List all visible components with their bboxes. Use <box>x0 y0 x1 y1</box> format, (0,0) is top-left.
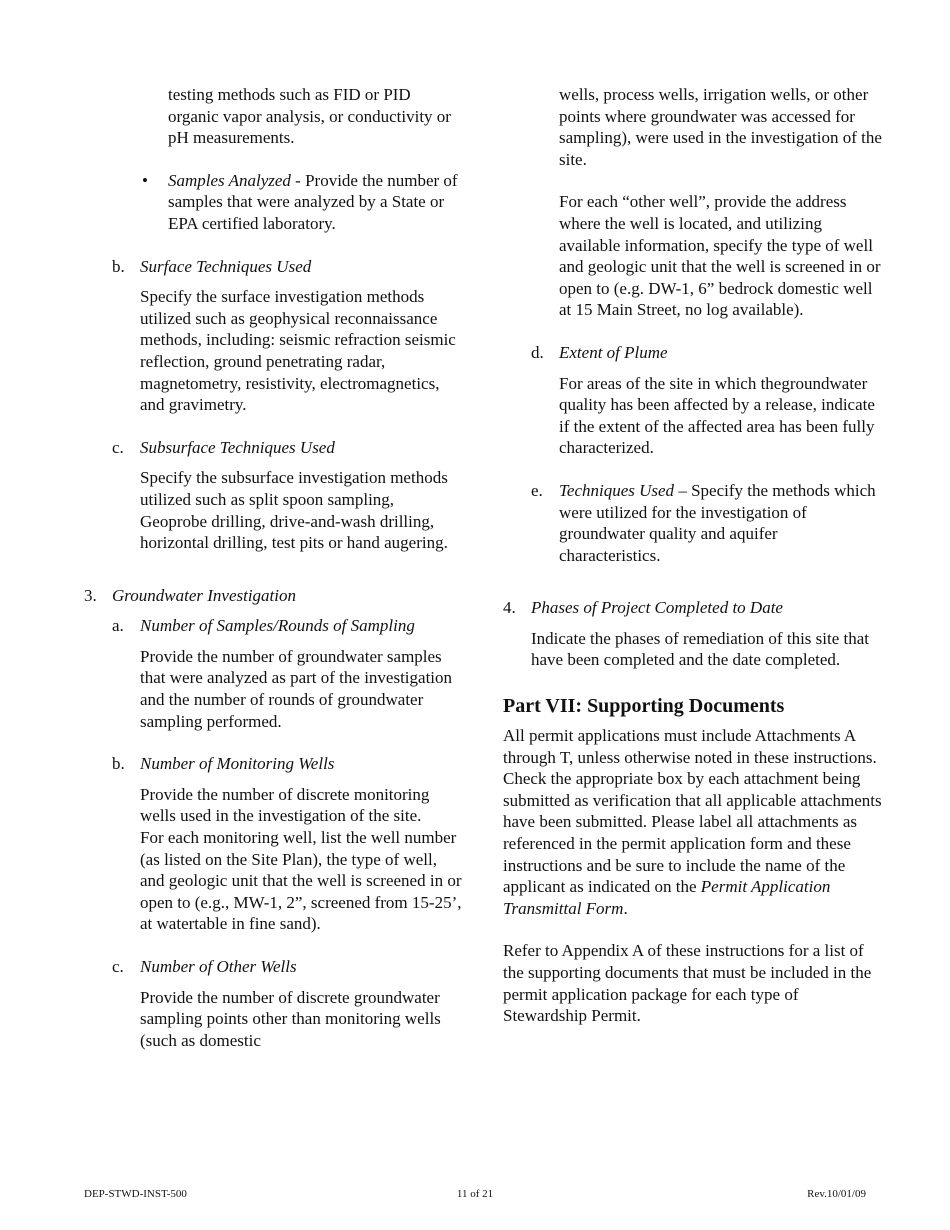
heading-other-wells: c. Number of Other Wells <box>112 957 297 976</box>
heading-monitoring-wells: b. Number of Monitoring Wells <box>112 754 335 774</box>
heading-extent-of-plume: d. Extent of Plume <box>531 342 668 362</box>
part-vii-paragraph-2: Refer to Appendix A of these instructions for a list of the supporting documents that must be included in the permit application package for each type of Stewardship Permit. <box>503 941 872 1026</box>
subsurface-techniques-text: Specify the subsurface investigation methods utilized such as split spoon sampling, Geoprobe drilling, drive-and-wash drilling, horizontal drilling, test pits or hand augering. <box>140 468 448 553</box>
surface-techniques-text: Specify the surface investigation methods utilized such as geophysical reconnaissance methods, including: seismic refraction seismic reflection, ground penetrating radar, magnetometry, resistivity, electromagnetics, and gravimetry. <box>140 287 456 415</box>
right-column <box>503 84 883 1048</box>
monitoring-wells-text-2: For each monitoring well, list the well number (as listed on the Site Plan), the type of well, and geologic unit that the well is screened in or open to (e.g., MW-1, 2”, screened from 15-25’, at watertable in fine sand). <box>140 828 462 934</box>
heading-surface-techniques: b. Surface Techniques Used <box>112 256 312 276</box>
footer-page-number: 11 of 21 <box>456 1188 494 1200</box>
heading-phases-of-project: 4. Phases of Project Completed to Date <box>503 598 783 618</box>
continued-paragraph-right: wells, process wells, irrigation wells, or other points where groundwater was accessed for sampling), were used in the investigation of the site. <box>559 85 882 169</box>
footer-doc-id: DEP-STWD-INST-500 <box>84 1188 187 1200</box>
techniques-used-text: – Specify the methods which were utilized for the investigation of groundwater quality and aquifer characteristics. <box>559 480 876 565</box>
techniques-used-title: Techniques Used <box>559 480 675 500</box>
bullet-samples-analyzed <box>142 170 464 235</box>
phases-of-project-text: Indicate the phases of remediation of this site that have been completed and the date completed. <box>531 628 870 670</box>
footer-revision: Rev.10/01/09 <box>807 1188 866 1200</box>
heading-groundwater-investigation: 3. Groundwater Investigation <box>84 585 296 605</box>
bullet-text: - Provide the number of samples that were analyzed by a State or EPA certified laboratory. <box>168 170 458 233</box>
continued-paragraph: testing methods such as FID or PID organic vapor analysis, or conductivity or pH measurements. <box>168 85 451 148</box>
heading-number-of-samples: a. Number of Samples/Rounds of Sampling <box>112 616 415 636</box>
bullet-icon: • <box>142 170 148 190</box>
other-wells-text: Provide the number of discrete groundwater sampling points other than monitoring wells (such as domestic <box>140 987 441 1050</box>
left-column <box>84 84 464 1051</box>
bullet-term: Samples Analyzed <box>168 170 291 190</box>
other-well-paragraph: For each “other well”, provide the address where the well is located, and utilizing available information, specify the type of well and geologic unit that the well is screened in or open to (e.g. DW-1, 6” bedrock domestic well at 15 Main Street, no log available). <box>559 192 881 320</box>
part-vii-paragraph-1: All permit applications must include Attachments A through T, unless otherwise noted in these instructions. Check the appropriate box by each attachment being submitted as verification that all applicable attachments have been submitted. Please label all attachments as referenced in the permit application form and these instructions and be sure to include the name of the applicant as indicated on the Permit Application Transmittal Form. <box>503 726 882 918</box>
heading-subsurface-techniques: c. Subsurface Techniques Used <box>112 437 335 457</box>
part-vii-title: Part VII: Supporting Documents <box>503 695 785 718</box>
techniques-used-item: e. Techniques Used – Specify the methods which were utilized for the investigation of groundwater quality and aquifer characteristics. <box>531 480 876 565</box>
extent-of-plume-text: For areas of the site in which thegroundwater quality has been affected by a release, indicate if the extent of the affected area has been fully characterized. <box>559 373 875 458</box>
monitoring-wells-text-1: Provide the number of discrete monitoring wells used in the investigation of the site. <box>140 784 430 826</box>
number-of-samples-text: Provide the number of groundwater samples that were analyzed as part of the investigation and the number of rounds of groundwater sampling performed. <box>140 646 453 731</box>
